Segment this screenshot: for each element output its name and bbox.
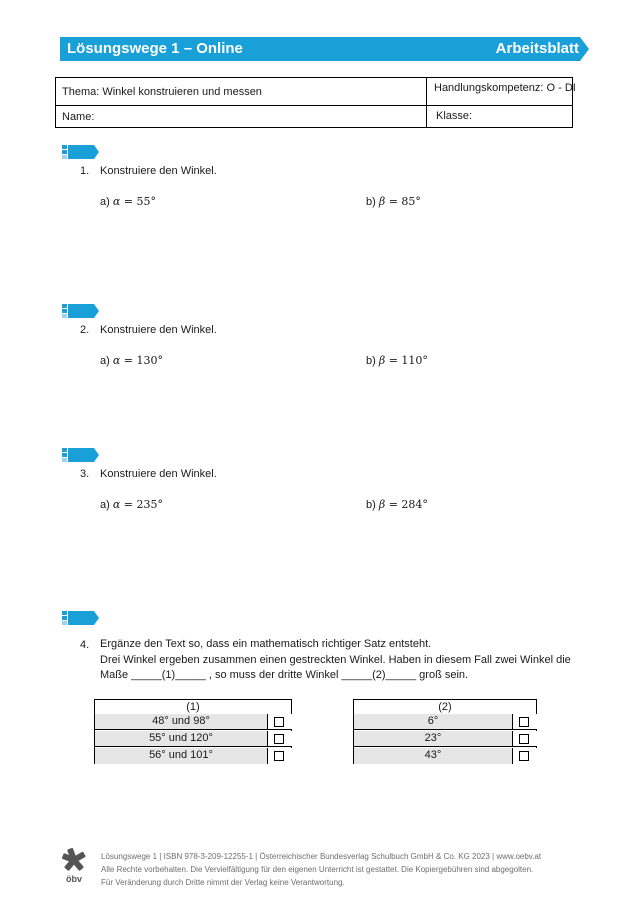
task-number: 2. [80, 324, 90, 336]
footer-rights: Alle Rechte vorbehalten. Die Vervielfältigung für den eigenen Unterricht ist gestattet. Die Kopiergebühren sind abgegolten. [101, 865, 534, 874]
choice-label: 6° [427, 715, 439, 727]
checkbox[interactable] [519, 751, 529, 761]
class-field[interactable]: Klasse: [436, 110, 473, 122]
task-number: 1. [80, 165, 90, 177]
logo-text: öbv [65, 874, 83, 884]
task-marker-icon [62, 611, 98, 625]
choice-label: 43° [424, 749, 442, 761]
task-marker-icon [62, 448, 98, 462]
option-label: a) [100, 355, 110, 367]
choice-row[interactable] [354, 748, 536, 764]
header-banner-arrow [580, 37, 589, 61]
checkbox[interactable] [519, 734, 529, 744]
option-label: a) [100, 499, 110, 511]
angle-symbol: β [378, 498, 386, 511]
task-option-b [366, 354, 428, 368]
option-label: b) [366, 355, 376, 367]
task-number: 4. [80, 639, 90, 651]
task-option-a [100, 498, 163, 512]
angle-symbol: α [112, 354, 121, 367]
choice-label: 55° und 120° [149, 732, 213, 744]
footer-disclaimer: Für Veränderung durch Dritte nimmt der Verlag keine Verantwortung. [101, 878, 345, 887]
oebv-logo-icon [58, 848, 90, 884]
checkbox[interactable] [519, 717, 529, 727]
task-option-b [366, 195, 421, 209]
task-statement-gaps: Maße _____(1)_____ , so muss der dritte Winkel _____(2)_____ groß sein. [100, 669, 469, 681]
checkbox[interactable] [274, 734, 284, 744]
task-instruction: Konstruiere den Winkel. [100, 468, 217, 480]
table-divider [426, 78, 427, 127]
task-option-a [100, 195, 156, 209]
choice-label: 23° [424, 732, 442, 744]
choice-row[interactable] [95, 748, 291, 764]
table-divider [56, 105, 572, 106]
choice-row[interactable] [354, 714, 536, 730]
option-label: b) [366, 196, 376, 208]
task-instruction: Konstruiere den Winkel. [100, 324, 217, 336]
angle-symbol: α [112, 498, 121, 511]
choice-table-2 [353, 699, 537, 764]
angle-value: = 110° [385, 354, 428, 367]
angle-value: = 85° [385, 195, 421, 208]
checkbox[interactable] [274, 717, 284, 727]
task-instruction: Ergänze den Text so, dass ein mathematisch richtiger Satz entsteht. [100, 638, 432, 650]
task-statement: Drei Winkel ergeben zusammen einen gestreckten Winkel. Haben in diesem Fall zwei Winkel die [100, 654, 571, 666]
header-title: Lösungswege 1 – Online [67, 40, 243, 57]
info-table [55, 77, 576, 128]
choice-row[interactable] [354, 731, 536, 747]
angle-value: = 55° [120, 195, 156, 208]
angle-symbol: β [378, 195, 386, 208]
choice-label: 56° und 101° [149, 749, 213, 761]
choice-row[interactable] [95, 714, 291, 730]
angle-symbol: β [378, 354, 386, 367]
competence-cell: Handlungskompetenz: O - DI [434, 82, 576, 94]
task-marker-icon [62, 145, 98, 159]
checkbox[interactable] [274, 751, 284, 761]
task-option-b [366, 498, 428, 512]
angle-value: = 130° [120, 354, 163, 367]
angle-value: = 284° [385, 498, 428, 511]
option-label: a) [100, 196, 110, 208]
option-label: b) [366, 499, 376, 511]
choice-table-header: (2) [354, 700, 536, 715]
choice-label: 48° und 98° [152, 715, 210, 727]
topic-cell: Thema: Winkel konstruieren und messen [62, 86, 262, 98]
angle-value: = 235° [120, 498, 163, 511]
worksheet-label: Arbeitsblatt [495, 40, 579, 57]
name-field[interactable]: Name: [62, 111, 95, 123]
task-marker-icon [62, 304, 98, 318]
choice-table-header: (1) [95, 700, 291, 715]
footer-copyright: Lösungswege 1 | ISBN 978-3-209-12255-1 | Österreichischer Bundesverlag Schulbuch GmbH & Co. KG 2023 | www.oebv.at [101, 852, 542, 861]
task-instruction: Konstruiere den Winkel. [100, 165, 217, 177]
task-option-a [100, 354, 163, 368]
choice-table-1 [94, 699, 292, 764]
task-number: 3. [80, 468, 90, 480]
angle-symbol: α [112, 195, 121, 208]
choice-row[interactable] [95, 731, 291, 747]
